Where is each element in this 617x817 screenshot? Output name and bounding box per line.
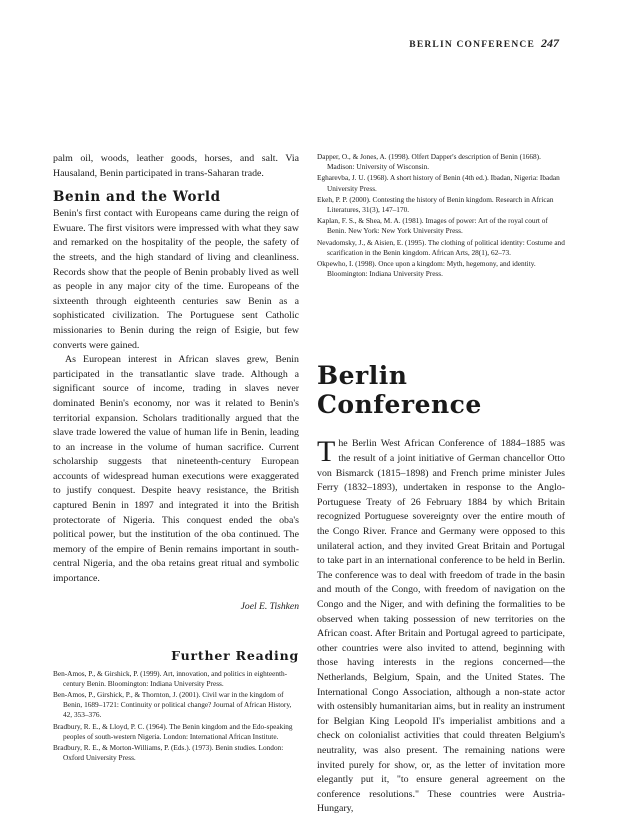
- benin-world-paragraph-1: Benin's first contact with Europeans came during the reign of Ewuare. The first visitors were impressed with what they saw and remarked on the hospitality of the people, the safety of the streets, and the high standard of living and cleanliness. Records show that the people of Benin probably lived as well as people in any major city of the time. Europeans of the sixteenth through eighteenth centuries saw Benin as a sophisticated civilization. The Portuguese sent Catholic missionaries to Benin during the reign of Esigie, but few converts were gained.: [53, 208, 299, 351]
- left-column: [53, 152, 299, 764]
- running-head: [409, 36, 559, 51]
- reference-item: Bradbury, R. E., & Morton-Williams, P. (Eds.). (1973). Benin studies. London: Oxford University Press.: [53, 743, 284, 763]
- reference-item: Kaplan, F. S., & Shea, M. A. (1981). Images of power: Art of the royal court of Benin. New York: New York University Press.: [317, 216, 548, 236]
- reference-item: Ben-Amos, P., & Girshick, P. (1999). Art, innovation, and politics in eighteenth-century Benin. Bloomington: Indiana University Press.: [53, 668, 288, 688]
- section-heading-benin-world: Benin and the World: [53, 189, 221, 206]
- reference-item: Bradbury, R. E., & Lloyd, P. C. (1964). The Benin kingdom and the Edo-speaking peoples of south-western Nigeria. London: International African Institute.: [53, 721, 293, 741]
- author-byline: Joel E. Tishken: [240, 600, 299, 612]
- article-title: Berlin Conference: [317, 361, 482, 420]
- right-column: [317, 152, 565, 817]
- article-body-text: he Berlin West African Conference of 1884–1885 was the result of a joint initiative of German chancellor Otto von Bismarck (1815–1898) and French prime minister Jules Ferry (1832–1893), undertaken in response to the Anglo-Portuguese Treaty of 26 February 1884 by which Britain recognized Portuguese sovereignty over the entire mouth of the Congo River. France and Germany were opposed to this unilateral action, and they invited Great Britain and Portugal to take part in an international conference to be held in Berlin. The conference was to deal with freedom of trade in the basin and mouth of the Congo, with freedom of navigation on the Congo and the Niger, and with defining the formalities to be observed when taking possession of new territories on the African coast. After Britain and Portugal agreed to participate, other countries were also invited to attend, beginning with those having interests in the regions concerned—the Netherlands, Belgium, Spain, and the United States. The International Congo Association, although a non-state actor with ostensibly humanitarian aims, but in reality an instrument for Belgian King Leopold II's imperialist ambitions and a check on colonialist activities that could threaten Belgium's neutrality, was also present. The remaining nations were invited purely for show, or, as the letter of invitation more elegantly put it, "to ensure general agreement on the conference resolutions." These countries were Austria-Hungary,: [317, 438, 565, 815]
- reference-item: Dapper, O., & Jones, A. (1998). Olfert Dapper's description of Benin (1668). Madison: University of Wisconsin.: [317, 152, 541, 172]
- reference-item: Nevadomsky, J., & Aisien, E. (1995). The clothing of political identity: Costume and scarification in the Benin kingdom. African Arts, 28(1), 62–73.: [317, 237, 565, 257]
- benin-world-paragraph-2: As European interest in African slaves grew, Benin participated in the transatlantic slave trade. Although a significant source of income, trading in slaves never dominated Benin's economy, nor was it related to Benin's territorial expansion. Scholars traditionally argued that the slave trade lowered the value of human life in Benin, leading to an increase in the volume of human sacrifice. Current scholarship suggests that nineteenth-century European accounts of widespread human executions were exaggerated to justify conquest. Despite heavy resistance, the British captured Benin in 1897 and integrated it into the British protectorate of Nigeria. This conquest ended the oba's political power, but the institution of the oba continued. The memory of the empire of Benin remains important in south-central Nigeria, and the oba retains great ritual and symbolic importance.: [53, 354, 299, 585]
- reference-item: Okpewho, I. (1998). Once upon a kingdom: Myth, hegemony, and identity. Bloomington: Indiana University Press.: [317, 259, 536, 279]
- reference-item: Ben-Amos, P., Girshick, P., & Thornton, J. (2001). Civil war in the kingdom of Benin, 1689–1721: Continuity or political change? Journal of African History, 42, 353–376.: [53, 690, 292, 720]
- further-reading-list-continued: [317, 152, 565, 279]
- page-number: 247: [541, 36, 559, 50]
- drop-cap: T: [317, 435, 336, 469]
- article-body: [317, 437, 565, 816]
- intro-paragraph: palm oil, woods, leather goods, horses, and salt. Via Hausaland, Benin participated in trans-Saharan trade.: [53, 153, 299, 179]
- reference-item: Egharevba, J. U. (1968). A short history of Benin (4th ed.). Ibadan, Nigeria: Ibadan University Press.: [317, 173, 560, 193]
- further-reading-list: [53, 669, 299, 764]
- reference-item: Ekeh, P. P. (2000). Contesting the history of Benin kingdom. Research in African Literatures, 31(3), 147–170.: [317, 194, 554, 215]
- running-head-title: BERLIN CONFERENCE: [409, 40, 535, 50]
- further-reading-heading: Further Reading: [171, 647, 299, 663]
